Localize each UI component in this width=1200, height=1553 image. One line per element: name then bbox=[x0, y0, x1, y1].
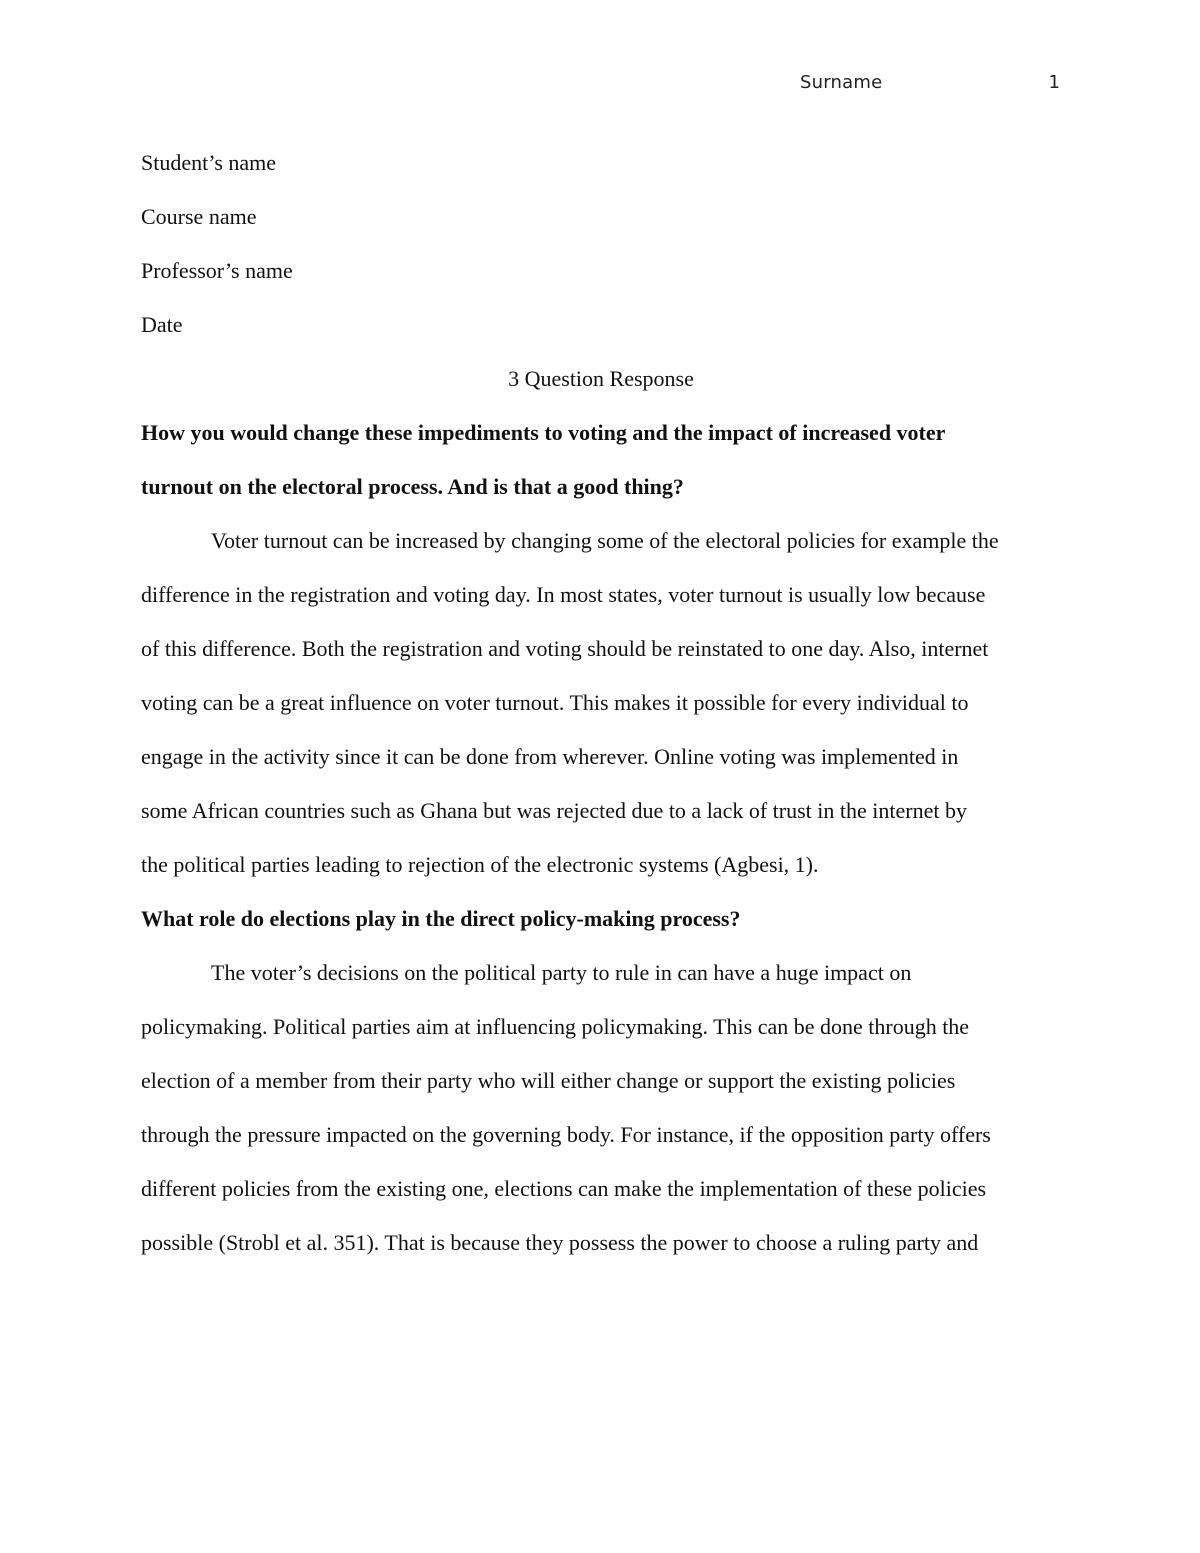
question1-paragraph-line: the political parties leading to rejection of the electronic systems (Agbesi, 1). bbox=[141, 852, 819, 877]
question2-paragraph-line: possible (Strobl et al. 351). That is because they possess the power to choose a ruling party and bbox=[141, 1230, 979, 1255]
question1-heading-line: How you would change these impediments to voting and the impact of increased voter bbox=[141, 420, 946, 445]
question1-paragraph-line: voting can be a great influence on voter turnout. This makes it possible for every individual to bbox=[141, 690, 969, 715]
question2-paragraph-line: different policies from the existing one, elections can make the implementation of these policies bbox=[141, 1176, 987, 1201]
question2-paragraph-line: policymaking. Political parties aim at influencing policymaking. This can be done through the bbox=[141, 1014, 970, 1039]
question1-paragraph-line: of this difference. Both the registration and voting should be reinstated to one day. Also, internet bbox=[141, 636, 989, 661]
header-page-number: 1 bbox=[1048, 72, 1060, 93]
question1-paragraph-line: difference in the registration and voting day. In most states, voter turnout is usually low because bbox=[141, 582, 986, 607]
question2-heading-line: What role do elections play in the direct policy-making process? bbox=[141, 906, 741, 931]
document-body bbox=[141, 136, 1061, 1270]
question1-paragraph-line: engage in the activity since it can be done from wherever. Online voting was implemented in bbox=[141, 744, 959, 769]
question2-paragraph-line: election of a member from their party who will either change or support the existing policies bbox=[141, 1068, 956, 1093]
date-line: Date bbox=[141, 312, 183, 337]
header-surname: Surname bbox=[800, 72, 883, 93]
document-title: 3 Question Response bbox=[508, 366, 694, 391]
question1-paragraph-line: Voter turnout can be increased by changing some of the electoral policies for example the bbox=[211, 528, 999, 553]
student-name-line: Student’s name bbox=[141, 150, 277, 175]
course-name-line: Course name bbox=[141, 204, 257, 229]
question1-paragraph-line: some African countries such as Ghana but was rejected due to a lack of trust in the internet by bbox=[141, 798, 967, 823]
question2-paragraph-line: through the pressure impacted on the governing body. For instance, if the opposition party offers bbox=[141, 1122, 991, 1147]
page-header bbox=[800, 72, 1060, 102]
question1-heading-line: turnout on the electoral process. And is that a good thing? bbox=[141, 474, 684, 499]
professor-name-line: Professor’s name bbox=[141, 258, 293, 283]
question2-paragraph-line: The voter’s decisions on the political party to rule in can have a huge impact on bbox=[211, 960, 912, 985]
